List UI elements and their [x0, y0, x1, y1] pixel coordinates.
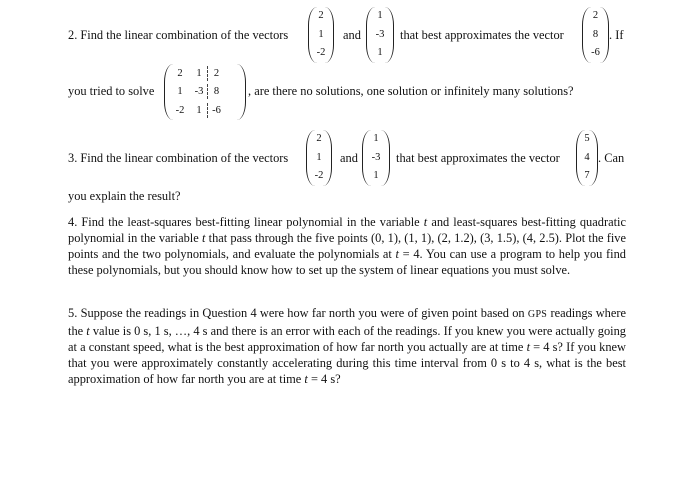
question-5: 5. Suppose the readings in Question 4 were how far north you were of given point based on GPS readings where the t value is 0 s, 1 s, …, 4 s and there is an error with each of the readings. If you knew you were actually going at a constant speed, what is the best approximation of how far north you actually are at time t = 4 s? If you knew that you were approximately constantly accelerating during this time interval from 0 s to 4 s, what is the best approximation of how far north you are at time t = 4 s? — [68, 306, 627, 386]
q3-prefix: 3. Find the linear combination of the vectors — [68, 151, 289, 165]
q2-vector-2: 1 -3 1 — [366, 7, 394, 63]
q3-and: and — [340, 151, 358, 165]
q2-prefix: 2. Find the linear combination of the vectors — [68, 28, 289, 42]
q2-mid: that best approximates the vector — [400, 28, 564, 42]
q2-target-vector: 2 8 -6 — [582, 7, 609, 63]
question-4: 4. Find the least-squares best-fitting linear polynomial in the variable t and least-squares best-fitting quadratic polynomial in the variable t that pass through the five points (0, 1), (1, 1), (2, 1.2), (3, 1.5), (4, 2.5). Plot the five points and the two polynomials, and evaluate the polynomials at t = 4. You can use a program to help you find these polynomials, but you should know how to set up the system of linear equations you must solve. — [68, 215, 626, 277]
q2-line2-prefix: you tried to solve — [68, 84, 155, 98]
q3-target-vector: 5 4 7 — [576, 130, 598, 186]
q2-suffix: . If — [609, 28, 624, 42]
q2-and: and — [343, 28, 361, 42]
q3-vector-1: 2 1 -2 — [306, 130, 332, 186]
q3-mid: that best approximates the vector — [396, 151, 560, 165]
q2-line2-suffix: , are there no solutions, one solution or infinitely many solutions? — [248, 84, 574, 98]
q2-vector-1: 2 1 -2 — [308, 7, 334, 63]
q2-augmented-matrix: 2 1 2 1 -3 8 -2 1 -6 — [164, 64, 246, 120]
q3-vector-2: 1 -3 1 — [362, 130, 390, 186]
q3-line2: you explain the result? — [68, 189, 181, 203]
q3-suffix: . Can — [598, 151, 625, 165]
